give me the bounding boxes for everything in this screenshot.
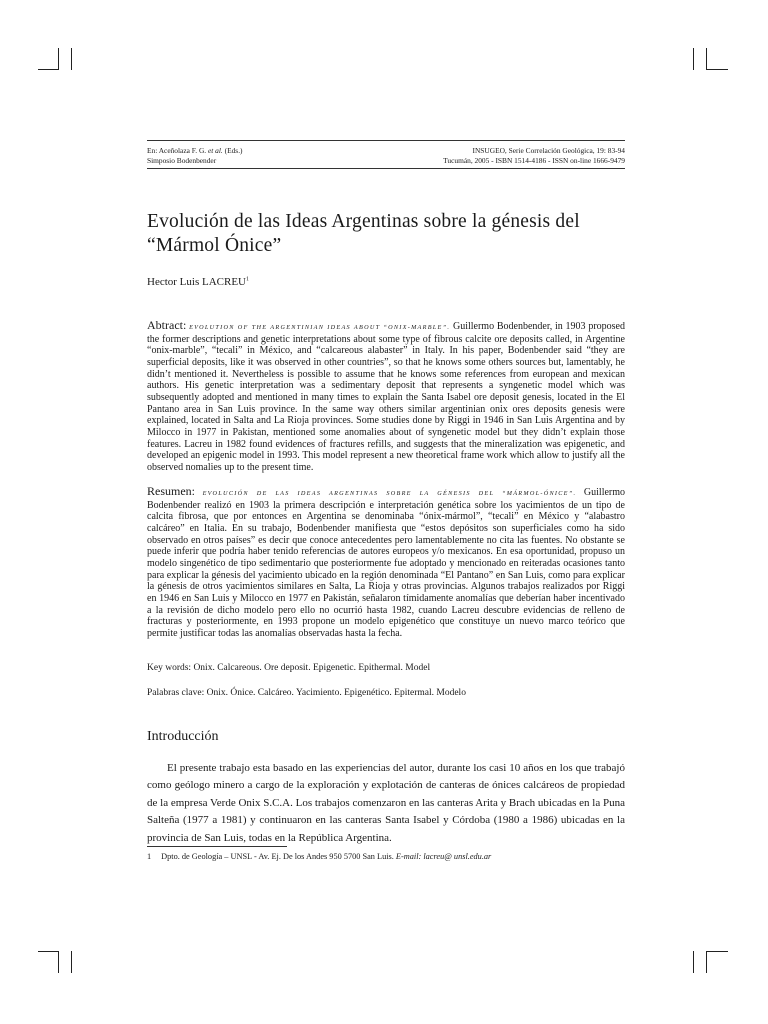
section-heading: Introducción	[147, 729, 219, 744]
header-editors: En: Aceñolaza F. G.	[147, 146, 207, 155]
intro-paragraph: El presente trabajo esta basado en las experiencias del autor, durante los casi 10 años en los que trabajó como geólogo minero a cargo de la exploración y explotación de canteras de ónices calcáreos de propiedad de la empresa Verde Onix S.C.A. Los trabajos comenzaron en las canteras Arita y Brach ubicadas en la Puna Salteña (1977 a 1981) y continuaron en las canteras Santa Isabel y Córdoba (1980 a 1986) ubicadas en la provincia de San Luis, todas en la República Argentina.	[147, 762, 625, 844]
resumen-heading: EVOLUCIÓN DE LAS IDEAS ARGENTINAS SOBRE LA GÉNESIS DEL “MÁRMOL-ÓNICE”.	[202, 490, 577, 497]
title-line-2: “Mármol Ónice”	[147, 235, 282, 256]
resumen-label: Resumen:	[147, 484, 195, 498]
paper-title	[147, 210, 637, 258]
header-isbn: Tucumán, 2005 - ISBN 1514-4186 - ISSN on-line 1666-9479	[443, 155, 625, 165]
footnote-number: 1	[147, 852, 152, 861]
header-eds: (Eds.)	[224, 146, 243, 155]
abstract	[147, 320, 625, 474]
footnote-divider	[147, 846, 287, 847]
header-right	[443, 146, 625, 165]
palabras-clave: Palabras clave: Onix. Ónice. Calcáreo. Yacimiento. Epigenético. Epitermal. Modelo	[147, 688, 466, 698]
footnote-email: E-mail: lacreu@ unsl.edu.ar	[395, 852, 492, 861]
author-footnote-mark: 1	[245, 276, 249, 283]
title-line-1: Evolución de las Ideas Argentinas sobre la génesis del	[147, 211, 580, 232]
running-header	[147, 140, 625, 169]
keywords: Key words: Onix. Calcareous. Ore deposit. Epigenetic. Epithermal. Model	[147, 663, 431, 673]
abstract-body: Guillermo Bodenbender, in 1903 proposed the former descriptions and genetic interpretations about some type of fibrous calcite ore deposits called, in Argentine “onix-marble”, “tecali” in México, and “calcareous alabaster” in Italy. In his paper, Bodenbender said “they are superficial deposits, like it was observed in other countries”, so that he knows some others sources but, lamentably, he didn’t mentioned it. Nevertheless is possible to assume that he knows some references from european and mexican authors. His genetic interpretation was a sedimentary deposit that represents a syngenetic model which was subsequently adopted and mentioned in many times to explain the Santa Isabel ore deposit genesis, located in the El Pantano area in San Luis province. In the same way others similar argentinian onix ores deposits genesis were explained, located in Salta and La Rioja provinces. Some studies done by Riggi in 1946 in San Luis Argentina and by Milocco in 1977 in Pakistan, mentioned some anomalies about of syngenetic model but they didn’t explain those features. Lacreu in 1982 found evidences of fractures refills, and suggests that the mineralization was epigenetic, and developed an epigenic model in 1993. This model represent a new theoretical frame work which allow to justify all the observed nomalies up to the present time.	[147, 321, 625, 473]
resumen	[147, 486, 625, 640]
header-left	[147, 146, 243, 165]
abstract-heading: EVOLUTION OF THE ARGENTINIAN IDEAS ABOUT “ONIX-MARBLE”.	[189, 324, 451, 331]
header-symposium: Simposio Bodenbender	[147, 155, 217, 165]
author	[147, 276, 249, 288]
abstract-label: Abtract:	[147, 318, 187, 332]
header-et-al: et al.	[208, 146, 223, 155]
footnote-text: Dpto. de Geología – UNSL - Av. Ej. De los Andes 950 5700 San Luis.	[161, 852, 394, 861]
resumen-body: Guillermo Bodenbender realizó en 1903 la primera descripción e interpretación genética sobre los yacimientos de un tipo de calcita fibrosa, que por entonces en Argentina se denominaba “ónix-mármol”, “tecali” en México y “alabastro calcáreo” en Italia. En su trabajo, Bodenbender manifiesta que “estos depósitos son superficiales como ha sido observado en otros países” es decir que conoce antecedentes pero lamentablemente no cita las fuentes. No obstante se puede inferir que podría haber tenido referencias de autores europeos y/o mexicanos. En esa oportunidad, propuso un modelo singenético de tipo sedimentario que posteriormente fue adoptado y mencionado en reiteradas ocasiones tanto para explicar la génesis del yacimiento ubicado en la región denominada “El Pantano” en San Luis, como para explicar la génesis de otros yacimientos similares en Salta, La Rioja y otras provincias. Algunos trabajos realizados por Riggi en 1946 en San Luis y Milocco en 1977 en Pakistán, señalaron tímidamente anomalías que deberían haber incentivado a la revisión de dicho modelo pero ello no ocurrió hasta 1982, cuando Lacreu descubre evidencias de relleno de fracturas y posteriormente, en 1993 propone un modelo epigenético que constituye un nuevo marco teórico que permite justificar todas las anomalías observadas hasta la fecha.	[147, 487, 626, 639]
author-name: Hector Luis LACREU	[147, 276, 246, 288]
header-series: INSUGEO, Serie Correlación Geológica, 19: 83-94	[472, 146, 625, 155]
footnote	[147, 852, 491, 861]
